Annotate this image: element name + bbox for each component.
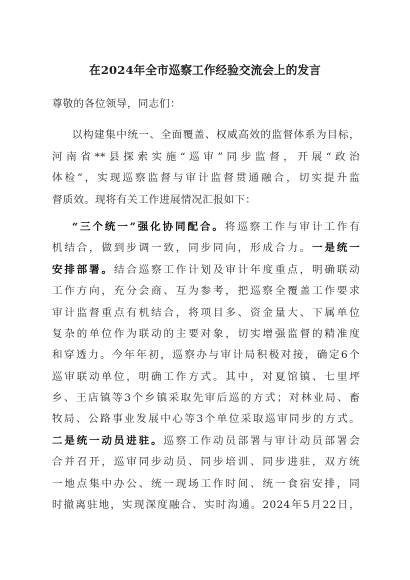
para2-line-7: 和穿透力。今年年初，巡察办与审计局积极对接，确定6个 (52, 349, 360, 362)
para2-line-9: 乡、王店镇等3个乡镇采取先审后巡的方式；对林业局、畜 (52, 392, 360, 405)
para2-line-3 (52, 260, 360, 281)
para2-line-11-text: 巡察工作动员部署与审计动员部署会 (163, 434, 360, 447)
para1-line-1: 以构建集中统一、全面覆盖、权威高效的监督体系为目标， (72, 129, 360, 142)
para2-line-4: 工作方向，充分会商、互为参考，把巡察全覆盖工作要求 (52, 285, 360, 298)
document-title: 在2024年全市巡察工作经验交流会上的发言 (89, 63, 321, 77)
point-two-heading: 二是统一动员进驻。 (52, 434, 164, 447)
para2-line-1 (52, 217, 360, 238)
para1-line-2: 河南省**县探索实施“巡审”同步监督，开展“政治 (52, 150, 360, 163)
para2-heading: “三个统一”强化协同配合。 (72, 220, 225, 233)
spacer (52, 115, 360, 125)
para2-line-13: 一地点集中办公、统一现场工作时间、统一食宿安排，同 (52, 477, 360, 490)
para2-line-5: 审计监督重点有机结合，将项目多、资金量大、下属单位 (52, 306, 360, 319)
para2-line-11 (52, 431, 360, 452)
document-body (52, 94, 360, 516)
para1-line-3: 体检”，实现巡察监督与审计监督贯通融合，切实提升监 (52, 172, 360, 185)
point-one-heading-part1: 一是统一 (312, 242, 360, 255)
para2-line-3-text: 结合巡察工作计划及审计年度重点，明确联动 (113, 263, 360, 276)
para2-line-8: 巡审联动单位，明确工作方式。其中，对夏馆镇、七里坪 (52, 370, 360, 383)
para2-line-1-text: 将巡察工作与审计工作有 (224, 220, 360, 233)
para2-line-12: 合并召开，巡审同步动员、同步培训、同步进驻，双方统 (52, 456, 360, 469)
para2-line-10: 牧局、公路事业发展中心等3个单位采取巡审同步的方式。 (52, 413, 360, 426)
para2-line-2-text: 机结合，做到步调一致，同步同向，形成合力。 (52, 242, 313, 255)
para1-line-4: 督质效。现将有关工作进展情况汇报如下： (52, 193, 257, 206)
salutation: 尊敬的各位领导，同志们： (52, 98, 181, 110)
para2-line-14: 时撤离驻地，实现深度融合、实时沟通。2024年5月22日， (52, 499, 360, 512)
para2-line-2 (52, 238, 360, 259)
para2-line-6: 复杂的单位作为联动的主要对象，切实增强监督的精准度 (52, 327, 360, 340)
point-one-heading-part2: 安排部署。 (52, 263, 114, 276)
